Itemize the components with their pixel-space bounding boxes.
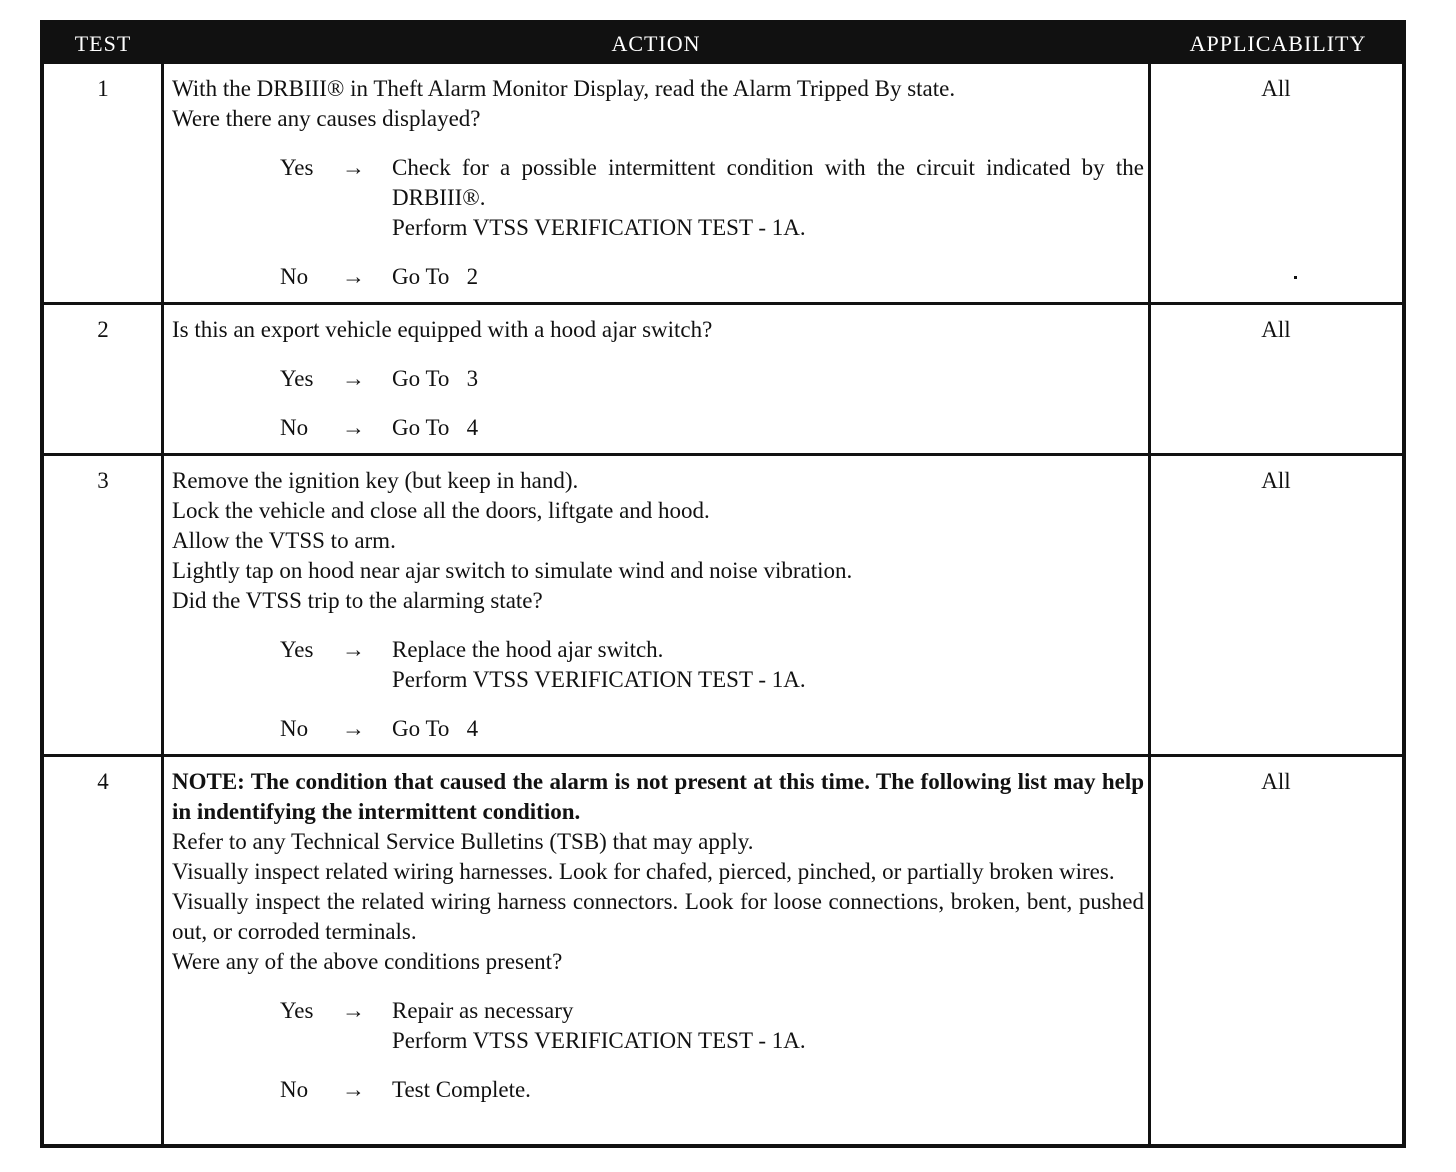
yes-label: Yes [280, 155, 314, 180]
applicability-value: All [1261, 317, 1291, 342]
note-text: NOTE: The condition that caused the alarm is not present at this time. The following list may help in indentifying the intermittent condition. [172, 769, 1144, 824]
no-result: Go To 4 [392, 415, 479, 440]
no-answer [172, 413, 1144, 443]
question-line: Lightly tap on hood near ajar switch to simulate wind and noise vibration. [172, 558, 853, 583]
arrow-icon: → [342, 1077, 365, 1102]
speck-mark [1294, 276, 1297, 279]
test-number: 4 [97, 769, 109, 794]
question-line: Did the VTSS trip to the alarming state? [172, 588, 543, 613]
yes-label: Yes [280, 637, 314, 662]
no-label: No [280, 415, 309, 440]
table-header [44, 24, 1402, 64]
table-row-4 [44, 754, 1402, 1144]
yes-answer [172, 153, 1144, 243]
question-line: Is this an export vehicle equipped with a hood ajar switch? [172, 317, 713, 342]
no-answer [172, 262, 1144, 292]
applicability-value: All [1261, 769, 1291, 794]
action-cell [172, 466, 1144, 744]
arrow-icon: → [342, 637, 365, 662]
table-row-2 [44, 302, 1402, 454]
question-line: Remove the ignition key (but keep in hand). [172, 468, 579, 493]
no-label: No [280, 716, 309, 741]
question-line: Visually inspect the related wiring harness connectors. Look for loose connections, broken, bent, pushed out, or corroded terminals. [172, 889, 1144, 944]
yes-result-line: Go To 3 [392, 366, 479, 391]
table-row-1 [44, 64, 1402, 304]
arrow-icon: → [342, 716, 365, 741]
no-label: No [280, 264, 309, 289]
arrow-icon: → [342, 415, 365, 440]
arrow-icon: → [342, 366, 365, 391]
test-number: 3 [97, 468, 109, 493]
header-test: TEST [74, 31, 132, 56]
yes-answer [172, 996, 1144, 1056]
no-result: Test Complete. [392, 1077, 531, 1102]
question-line: Refer to any Technical Service Bulletins (TSB) that may apply. [172, 829, 754, 854]
no-answer [172, 714, 1144, 744]
no-result: Go To 4 [392, 716, 479, 741]
no-result: Go To 2 [392, 264, 479, 289]
header-action: ACTION [611, 31, 701, 56]
no-answer [172, 1075, 1144, 1105]
action-cell [172, 315, 1144, 443]
yes-answer [172, 635, 1144, 695]
yes-answer [172, 364, 1144, 394]
question-line: With the DRBIII® in Theft Alarm Monitor Display, read the Alarm Tripped By state. [172, 76, 956, 101]
action-cell [172, 74, 1144, 292]
yes-result-line: Replace the hood ajar switch. [392, 637, 664, 662]
table-row-3 [44, 453, 1402, 755]
arrow-icon: → [342, 264, 365, 289]
yes-result-line: Check for a possible intermittent condition with the circuit indicated by the DRBIII®. [392, 155, 1144, 210]
yes-label: Yes [280, 998, 314, 1023]
test-number: 2 [97, 317, 109, 342]
arrow-icon: → [342, 998, 365, 1023]
question-line: Allow the VTSS to arm. [172, 528, 396, 553]
yes-result-line: Perform VTSS VERIFICATION TEST - 1A. [392, 667, 806, 692]
test-number: 1 [97, 76, 109, 101]
yes-label: Yes [280, 366, 314, 391]
action-cell [172, 767, 1144, 1105]
diagnostic-table [40, 20, 1406, 1148]
yes-result-line: Repair as necessary [392, 998, 574, 1023]
question-line: Lock the vehicle and close all the doors, liftgate and hood. [172, 498, 710, 523]
applicability-value: All [1261, 468, 1291, 493]
question-line: Were any of the above conditions present? [172, 949, 563, 974]
applicability-value: All [1261, 76, 1291, 101]
question-line: Visually inspect related wiring harnesses. Look for chafed, pierced, pinched, or partially broken wires. [172, 859, 1115, 884]
header-applicability: APPLICABILITY [1189, 31, 1367, 56]
question-line: Were there any causes displayed? [172, 106, 481, 131]
no-label: No [280, 1077, 309, 1102]
arrow-icon: → [342, 155, 365, 180]
yes-result-line: Perform VTSS VERIFICATION TEST - 1A. [392, 215, 806, 240]
yes-result-line: Perform VTSS VERIFICATION TEST - 1A. [392, 1028, 806, 1053]
